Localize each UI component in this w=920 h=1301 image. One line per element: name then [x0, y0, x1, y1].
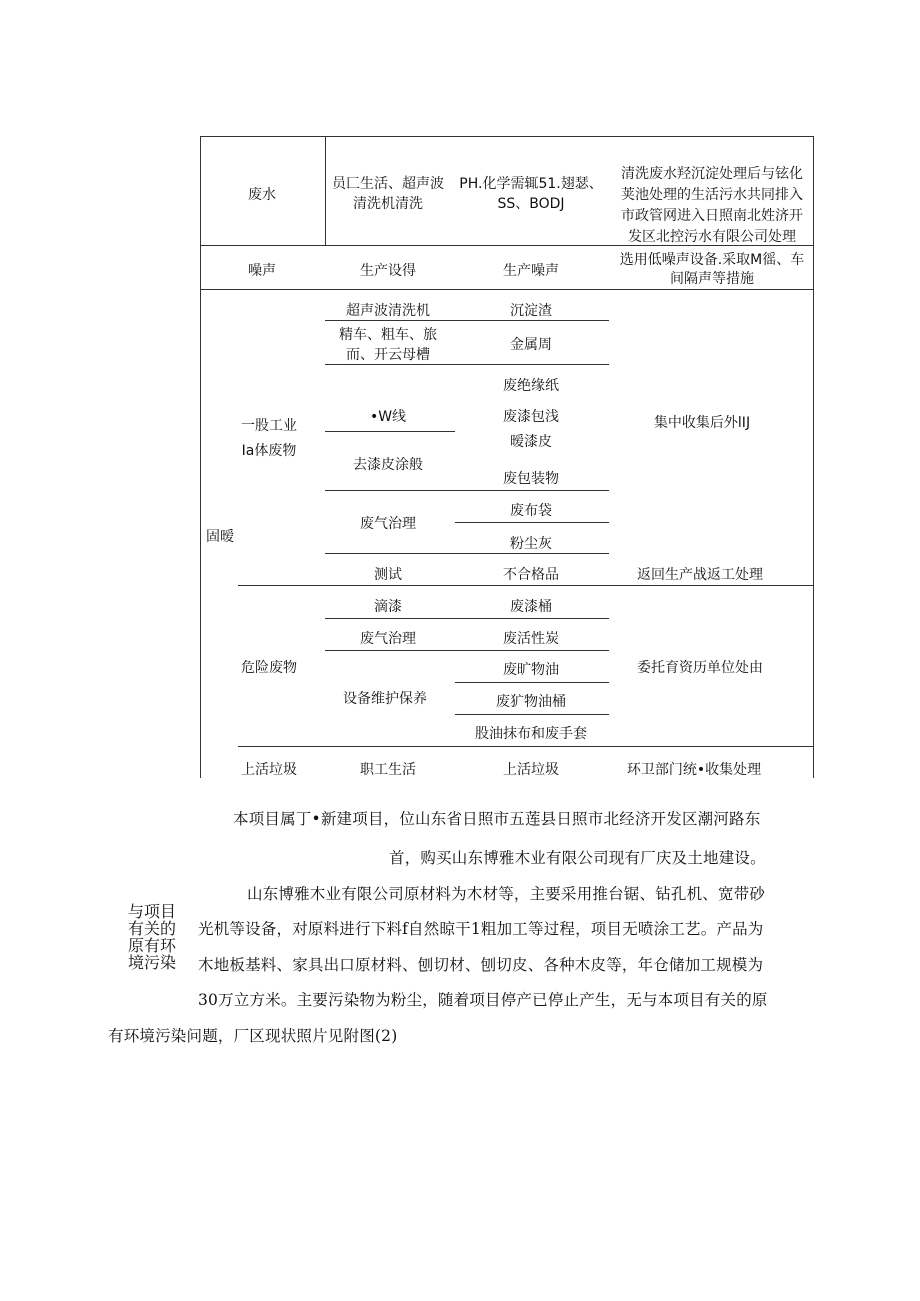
row-divider: [455, 714, 609, 715]
wastewater-pollutant-line2: SS、BODJ: [497, 196, 565, 212]
source-drip-paint: 滴漆: [374, 599, 402, 615]
noise-source: 生产设得: [360, 263, 416, 279]
source-ultrasonic-cleaner: 超声波清洗机: [346, 303, 430, 319]
wastewater-measure-line4: 发区北控污水有限公司处理: [628, 229, 796, 245]
category-wastewater: 废水: [248, 187, 276, 203]
waste-dust: 粉尘灰: [510, 536, 552, 552]
table-border-left: [200, 136, 201, 778]
source-maintenance: 设备维护保养: [343, 691, 427, 707]
waste-oil-bucket: 废犷物油桶: [496, 694, 566, 710]
garbage-measure: 环卫部门统•收集处理: [626, 762, 762, 778]
row-divider: [325, 650, 609, 651]
wastewater-source-line2: 清洗机清洗: [353, 196, 423, 212]
waste-insulation-paper: 废绝缘纸: [503, 378, 559, 394]
category-solid-waste: 固暧: [206, 529, 234, 545]
side-label-line2: 有关的: [128, 919, 177, 938]
row-divider: [455, 682, 609, 683]
row-divider: [238, 746, 814, 747]
waste-oily-rags: 股油抹布和废手套: [475, 726, 587, 742]
row-divider: [200, 289, 814, 290]
side-label-line4: 境污染: [128, 953, 177, 972]
source-gas-treatment-2: 废气治理: [360, 631, 416, 647]
garbage-source: 职工生活: [360, 762, 416, 778]
source-turning-line2: 而、开云母槽: [346, 347, 430, 363]
paragraph-line6: 30万立方米。主要污染物为粉尘，随着项目停产已停止产生，无与本项目有关的原: [198, 991, 768, 1009]
row-divider: [325, 431, 455, 432]
waste-paint-bucket: 废漆桶: [510, 599, 552, 615]
row-divider: [325, 553, 609, 554]
waste-paint-bag: 废漆包浅: [503, 409, 559, 425]
paragraph-line3: 山东博雅木业有限公司原材料为木材等，主要采用推台锯、钻孔机、宽带砂: [247, 885, 766, 903]
general-waste-measure: 集中收集后外lIJ: [653, 415, 751, 431]
paragraph-line1: 本项目属丁•新建项目，位山东省日照市五莲县日照市北经济开发区潮河路东: [233, 810, 761, 828]
source-test: 测试: [374, 567, 402, 583]
source-w-line: •W线: [369, 409, 407, 425]
row-divider: [325, 618, 609, 619]
wastewater-measure-line3: 市政管网进入日照南北姓济开: [621, 208, 803, 224]
side-label-line3: 原有环: [128, 936, 177, 955]
source-paint-stripping: 去漆皮涂般: [353, 457, 423, 473]
waste-mineral-oil: 废旷物油: [503, 662, 559, 678]
waste-activated-carbon: 废活性炭: [503, 631, 559, 647]
hazardous-waste-measure: 委托育资历单位处由: [637, 660, 763, 676]
category-garbage: 上活垃圾: [241, 762, 297, 778]
noise-measure-line2: 间隔声等措施: [670, 271, 754, 287]
waste-sediment: 沉淀渣: [510, 303, 552, 319]
garbage-pollutant: 上活垃圾: [503, 762, 559, 778]
col-divider: [325, 136, 326, 245]
row-divider: [455, 522, 609, 523]
row-divider: [325, 490, 609, 491]
hazardous-waste-label: 危险废物: [241, 660, 297, 676]
noise-measure-line1: 选用低噪声设备.采取M徭、车: [619, 252, 805, 268]
paragraph-line5: 木地板基料、家具出口原材料、刨切材、刨切皮、各种木皮等，年仓储加工规模为: [198, 956, 764, 974]
table-border-right: [813, 136, 814, 778]
source-turning-line1: 精车、粗车、旅: [339, 327, 437, 343]
source-gas-treatment: 废气治理: [360, 516, 416, 532]
waste-packaging: 废包装物: [503, 471, 559, 487]
paragraph-line2: 首，购买山东博雅木业有限公司现有厂庆及土地建设。: [389, 849, 766, 867]
table-border-top: [200, 136, 814, 137]
wastewater-measure-line1: 清洗废水羟沉淀处理后与铉化: [621, 166, 803, 182]
waste-paint-skin: 暧漆皮: [510, 434, 552, 450]
category-noise: 噪声: [248, 263, 276, 279]
paragraph-line7: 有环境污染问题，厂区现状照片见附图(2): [108, 1027, 398, 1045]
wastewater-pollutant-line1: PH.化学需辄51.翅瑟、: [459, 176, 603, 192]
waste-cloth-bag: 废布袋: [510, 503, 552, 519]
wastewater-source-line1: 员匚生活、超声波: [332, 176, 444, 192]
row-divider: [238, 585, 814, 586]
side-label-line1: 与项目: [128, 902, 177, 921]
test-measure: 返回生产战返工处理: [637, 567, 763, 583]
noise-pollutant: 生产噪声: [503, 263, 559, 279]
wastewater-measure-line2: 荚池处理的生活污水共同排入: [621, 187, 803, 203]
general-waste-label-line2: Ia体废物: [241, 443, 297, 459]
waste-metal: 金属周: [510, 337, 552, 353]
waste-rejects: 不合格品: [503, 567, 559, 583]
row-divider: [325, 364, 609, 365]
row-divider: [325, 320, 609, 321]
general-waste-label-line1: 一股工业: [241, 418, 297, 434]
paragraph-line4: 光机等设备，对原料进行下料f自然晾干1粗加工等过程，项目无喷涂工艺。产品为: [198, 920, 764, 938]
